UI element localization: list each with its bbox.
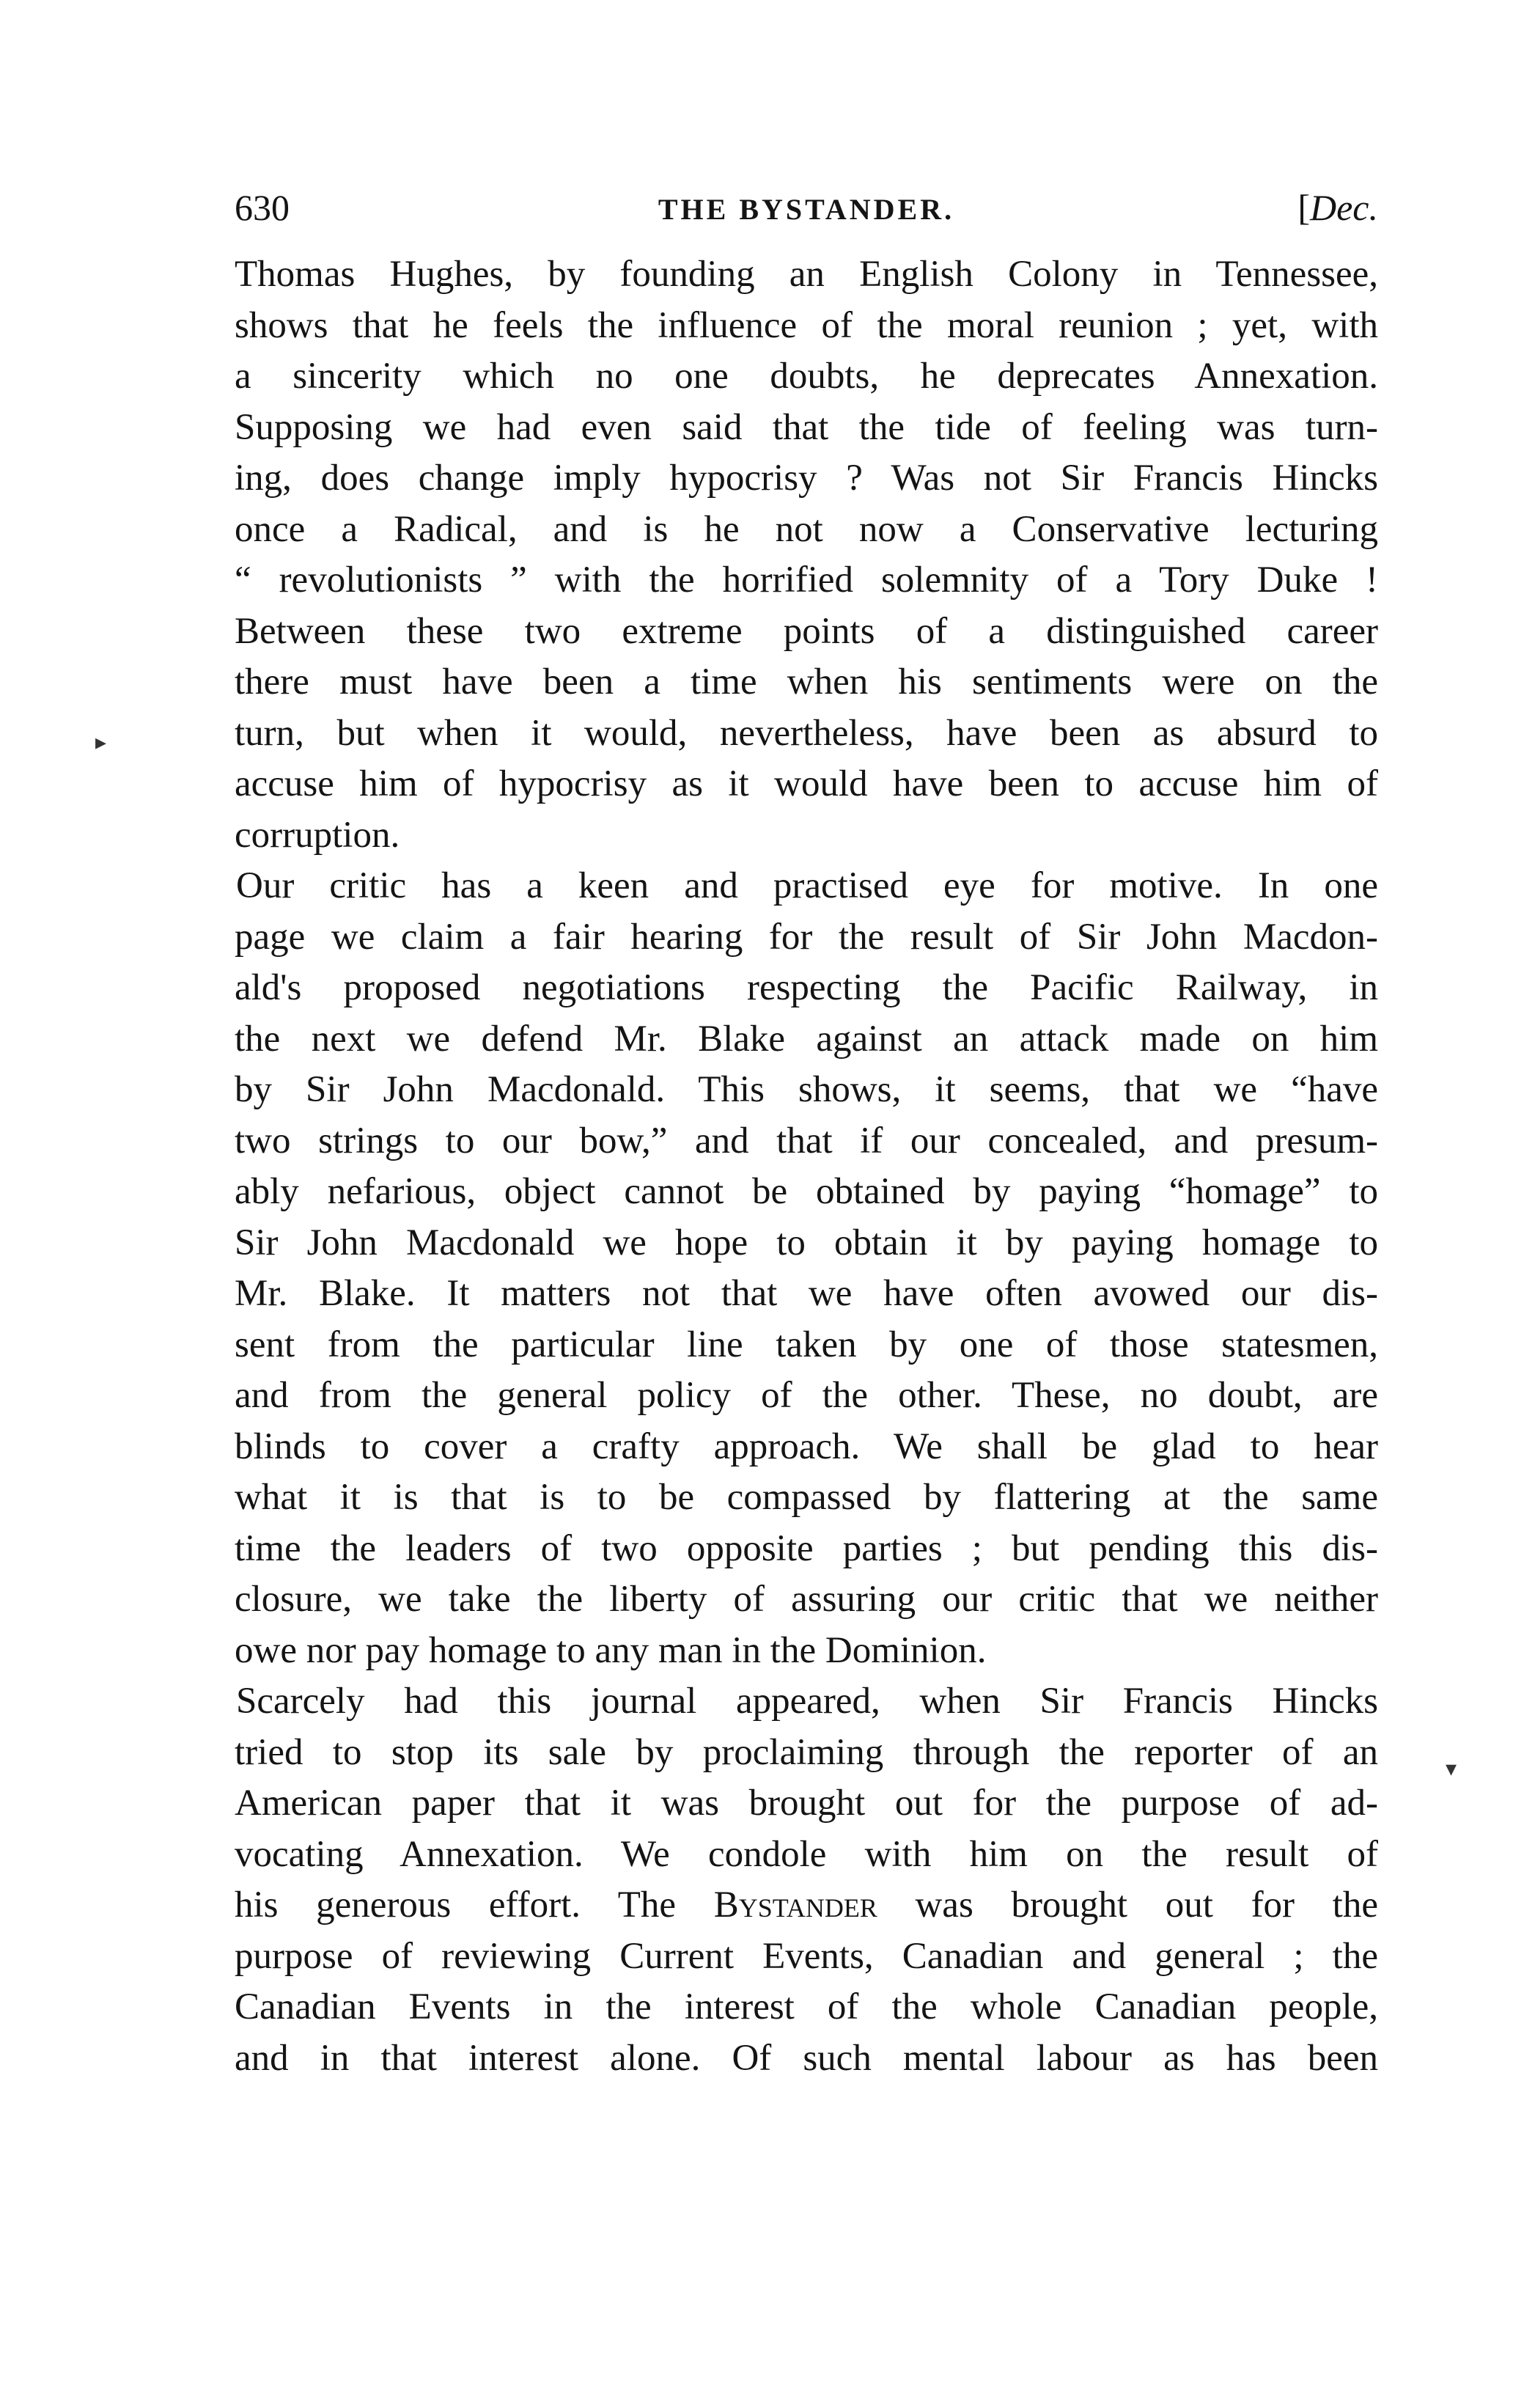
text-line: Canadian Events in the interest of the whole Canadian people, — [235, 1986, 1378, 2027]
text-line: ably nefarious, object cannot be obtained by paying “homage” to — [235, 1171, 1378, 1212]
text-line: page we claim a fair hearing for the result of Sir John Macdon- — [235, 916, 1378, 958]
text-line: accuse him of hypocrisy as it would have been to accuse him of — [235, 763, 1378, 804]
page-header — [235, 179, 1378, 238]
page-number: 630 — [235, 187, 290, 228]
body-text — [235, 249, 1378, 2084]
text-line: time the leaders of two opposite parties ; but pending this dis- — [235, 1527, 1378, 1569]
section-mark — [1297, 186, 1378, 229]
journal-name-smallcaps: Bystander — [713, 1884, 877, 1926]
text-line: ald's proposed negotiations respecting the Pacific Railway, in — [235, 967, 1378, 1008]
text-line: Supposing we had even said that the tide of feeling was turn- — [235, 406, 1378, 448]
text-line: ing, does change imply hypocrisy ? Was not Sir Francis Hincks — [235, 458, 1378, 499]
paragraph-end-line: owe nor pay homage to any man in the Dominion. — [235, 1629, 987, 1671]
running-title: THE BYSTANDER. — [658, 193, 955, 226]
text-line: tried to stop its sale by proclaiming through the reporter of an — [235, 1731, 1378, 1773]
text-line-with-smallcaps — [235, 1880, 1378, 1931]
text-line: the next we defend Mr. Blake against an attack made on him — [235, 1018, 1378, 1060]
text-line: once a Radical, and is he not now a Conservative lecturing — [235, 508, 1378, 550]
text-line: shows that he feels the influence of the moral reunion ; yet, with — [235, 304, 1378, 346]
paragraph-start-line: Our critic has a keen and practised eye for motive. In one — [236, 865, 1378, 906]
section-abbreviation: Dec. — [1310, 187, 1378, 228]
text-line: sent from the particular line taken by one of those statesmen, — [235, 1324, 1378, 1365]
text-line: what it is that is to be compassed by flattering at the same — [235, 1477, 1378, 1518]
text-line: Between these two extreme points of a distinguished career — [235, 610, 1378, 652]
line-part-after: was brought out for the — [877, 1884, 1378, 1926]
paragraph-start-line: Scarcely had this journal appeared, when Sir Francis Hincks — [236, 1681, 1378, 1722]
paragraph-end-line: corruption. — [235, 814, 400, 856]
text-line: “ revolutionists ” with the horrified solemnity of a Tory Duke ! — [235, 559, 1378, 601]
text-line: blinds to cover a crafty approach. We shall be glad to hear — [235, 1425, 1378, 1467]
text-line: purpose of reviewing Current Events, Canadian and general ; the — [235, 1935, 1378, 1977]
text-line: Thomas Hughes, by founding an English Colony in Tennessee, — [235, 254, 1378, 295]
section-bracket: [ — [1297, 187, 1310, 228]
text-line: there must have been a time when his sentiments were on the — [235, 661, 1378, 702]
text-line: Mr. Blake. It matters not that we have often avowed our dis- — [235, 1273, 1378, 1314]
text-line: closure, we take the liberty of assuring our critic that we neither — [235, 1579, 1378, 1620]
text-line: vocating Annexation. We condole with him on the result of — [235, 1833, 1378, 1875]
text-line: and in that interest alone. Of such mental labour as has been — [235, 2037, 1378, 2079]
right-margin-mark: ▾ — [1446, 1757, 1457, 1781]
text-line: Sir John Macdonald we hope to obtain it by paying homage to — [235, 1222, 1378, 1263]
text-line: by Sir John Macdonald. This shows, it seems, that we “have — [235, 1069, 1378, 1110]
text-line: and from the general policy of the other. These, no doubt, are — [235, 1375, 1378, 1416]
line-part-before: his generous effort. The — [235, 1884, 714, 1926]
text-line: two strings to our bow,” and that if our concealed, and presum- — [235, 1120, 1378, 1161]
text-line: turn, but when it would, nevertheless, have been as absurd to — [235, 712, 1378, 754]
text-line: American paper that it was brought out for the purpose of ad- — [235, 1783, 1378, 1824]
text-line: a sincerity which no one doubts, he deprecates Annexation. — [235, 356, 1378, 397]
left-margin-mark: ▸ — [95, 730, 107, 755]
